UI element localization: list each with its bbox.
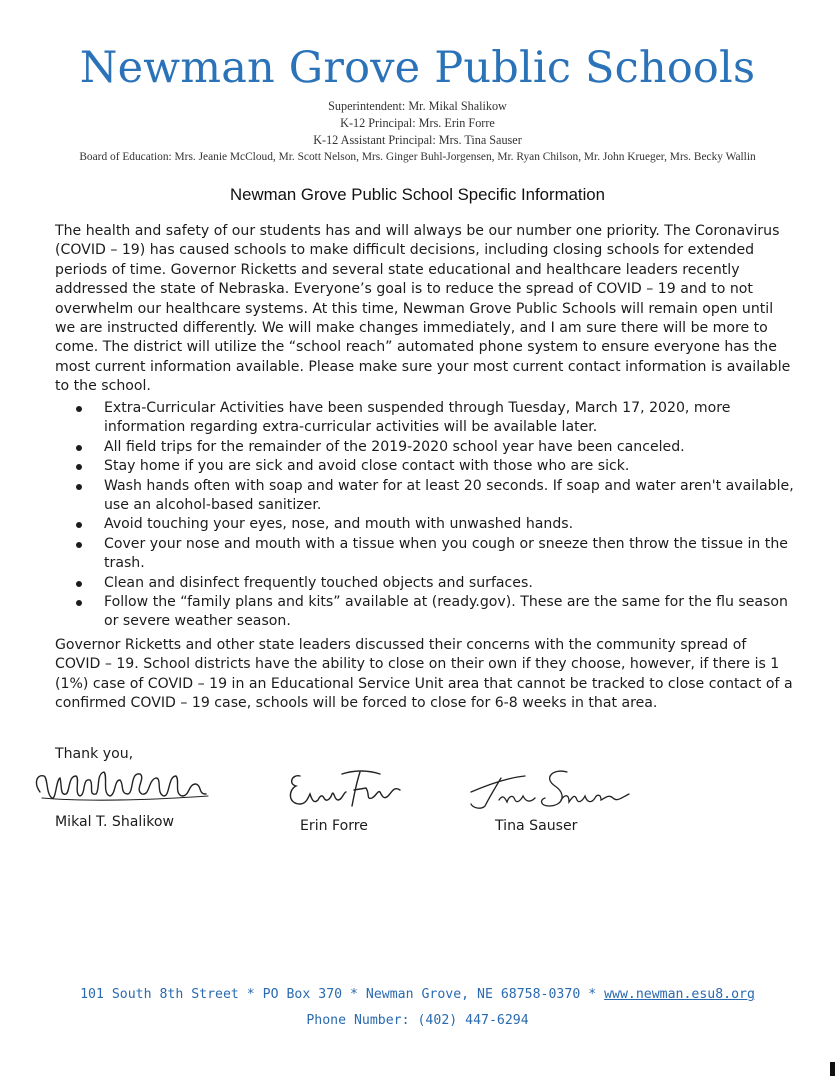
signatory-name: Mikal T. Shalikow	[55, 814, 175, 830]
document-title: Newman Grove Public School Specific Information	[230, 185, 605, 204]
handwritten-signature-shalikow	[30, 764, 215, 808]
closing-paragraph: Governor Ricketts and other state leaders discussed their concerns with the community spread of COVID – 19. School districts have the ability to close on their own if they choose, however, if there is 1 (1%) case of COVID – 19 in an Educational Service Unit area that cannot be tracked to close contact of a confirmed COVID – 19 case, schools will be forced to close for 6-8 weeks in that area.	[55, 637, 793, 712]
signature-block-superintendent	[30, 764, 215, 832]
list-item: Wash hands often with soap and water for at least 20 seconds. If soap and water aren't available, use an alcohol-based sanitizer.	[74, 477, 794, 516]
guidelines-list	[74, 399, 794, 632]
assistant-principal-line: K-12 Assistant Principal: Mrs. Tina Sauser	[313, 133, 522, 147]
signature-block-principal	[282, 764, 407, 836]
school-website-link[interactable]: www.newman.esu8.org	[604, 987, 755, 1002]
board-of-education-line: Board of Education: Mrs. Jeanie McCloud, Mr. Scott Nelson, Mrs. Ginger Buhl-Jorgensen, Mr. Ryan Chilson, Mr. John Krueger, Mrs. Becky Wallin	[79, 151, 756, 163]
school-name: Newman Grove Public Schools	[79, 43, 756, 93]
list-item: Follow the “family plans and kits” available at (ready.gov). These are the same for the flu season or severe weather season.	[74, 593, 794, 632]
handwritten-signature-sauser	[465, 764, 635, 812]
scan-mark	[830, 1062, 835, 1076]
letterhead	[0, 38, 835, 166]
footer-address: 101 South 8th Street * PO Box 370 * Newman Grove, NE 68758-0370 *	[80, 987, 605, 1002]
letter-footer	[0, 982, 835, 1034]
footer-phone: Phone Number: (402) 447-6294	[306, 1013, 529, 1028]
list-item: Clean and disinfect frequently touched objects and surfaces.	[74, 574, 794, 593]
footer-address-line	[0, 982, 835, 1008]
list-item: All field trips for the remainder of the 2019-2020 school year have been canceled.	[74, 438, 794, 457]
superintendent-line: Superintendent: Mr. Mikal Shalikow	[328, 99, 507, 113]
list-item: Avoid touching your eyes, nose, and mouth with unwashed hands.	[74, 515, 794, 534]
signature-block-assistant-principal	[465, 764, 635, 836]
list-item: Cover your nose and mouth with a tissue when you cough or sneeze then throw the tissue in the trash.	[74, 535, 794, 574]
signatory-name: Erin Forre	[300, 818, 368, 834]
closing-salutation: Thank you,	[55, 746, 134, 762]
handwritten-signature-forre	[282, 764, 407, 812]
intro-paragraph: The health and safety of our students has and will always be our number one priority. The Coronavirus (COVID – 19) has caused schools to make difficult decisions, including closing schools for extended periods of time. Governor Ricketts and several state educational and healthcare leaders recently addressed the state of Nebraska. Everyone’s goal is to reduce the spread of COVID – 19 and to not overwhelm our healthcare systems. At this time, Newman Grove Public Schools will remain open until we are instructed differently. We will make changes immediately, and I am sure there will be more to come. The district will utilize the “school reach” automated phone system to ensure everyone has the most current information available. Please make sure your most current contact information is available to the school.	[55, 223, 791, 395]
principal-line: K-12 Principal: Mrs. Erin Forre	[340, 116, 495, 130]
list-item: Stay home if you are sick and avoid close contact with those who are sick.	[74, 457, 794, 476]
signatory-name: Tina Sauser	[495, 818, 578, 834]
list-item: Extra-Curricular Activities have been suspended through Tuesday, March 17, 2020, more information regarding extra-curricular activities will be available later.	[74, 399, 794, 438]
